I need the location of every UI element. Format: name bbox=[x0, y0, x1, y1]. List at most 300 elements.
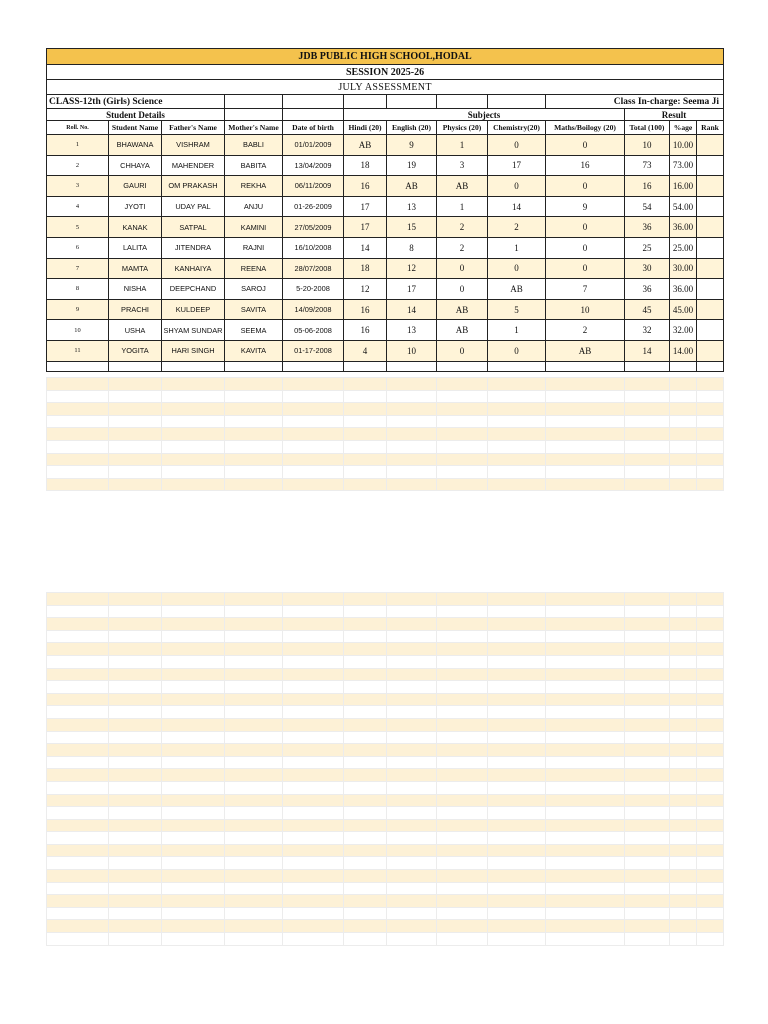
empty-cell[interactable] bbox=[697, 428, 724, 441]
empty-cell[interactable] bbox=[387, 478, 437, 491]
mother-name-cell[interactable]: KAMINI bbox=[225, 217, 283, 238]
empty-cell[interactable] bbox=[225, 895, 283, 908]
empty-cell[interactable] bbox=[546, 807, 625, 820]
empty-cell[interactable] bbox=[437, 440, 488, 453]
empty-cell[interactable] bbox=[625, 643, 670, 656]
empty-cell[interactable] bbox=[109, 781, 162, 794]
empty-cell[interactable] bbox=[437, 655, 488, 668]
maths-biology-marks-cell[interactable]: 7 bbox=[546, 279, 625, 300]
empty-cell[interactable] bbox=[225, 630, 283, 643]
empty-cell[interactable] bbox=[344, 794, 387, 807]
empty-cell[interactable] bbox=[387, 907, 437, 920]
empty-cell[interactable] bbox=[162, 832, 225, 845]
empty-cell[interactable] bbox=[546, 478, 625, 491]
empty-cell[interactable] bbox=[47, 807, 109, 820]
empty-cell[interactable] bbox=[387, 794, 437, 807]
empty-cell[interactable] bbox=[625, 844, 670, 857]
empty-cell[interactable] bbox=[109, 655, 162, 668]
subjects-header[interactable]: Subjects bbox=[344, 109, 625, 121]
empty-cell[interactable] bbox=[283, 933, 344, 946]
empty-cell[interactable] bbox=[344, 390, 387, 403]
empty-cell[interactable] bbox=[437, 693, 488, 706]
hindi-marks-cell[interactable]: 17 bbox=[344, 217, 387, 238]
empty-cell[interactable] bbox=[344, 807, 387, 820]
empty-cell[interactable] bbox=[162, 769, 225, 782]
empty-cell[interactable] bbox=[437, 744, 488, 757]
empty-cell[interactable] bbox=[47, 907, 109, 920]
date-of-birth-cell[interactable]: 28/07/2008 bbox=[283, 258, 344, 279]
student-name-cell[interactable]: GAURI bbox=[109, 176, 162, 197]
empty-cell[interactable] bbox=[670, 605, 697, 618]
empty-cell[interactable] bbox=[387, 403, 437, 416]
empty-cell[interactable] bbox=[625, 907, 670, 920]
empty-cell[interactable] bbox=[546, 361, 625, 371]
chemistry-marks-cell[interactable]: 2 bbox=[488, 217, 546, 238]
empty-cell[interactable] bbox=[109, 605, 162, 618]
empty-cell[interactable] bbox=[546, 630, 625, 643]
empty-cell[interactable] bbox=[488, 895, 546, 908]
empty-cell[interactable] bbox=[546, 593, 625, 606]
empty-cell[interactable] bbox=[109, 895, 162, 908]
empty-cell[interactable] bbox=[109, 453, 162, 466]
empty-cell[interactable] bbox=[488, 361, 546, 371]
english-marks-cell[interactable]: 12 bbox=[387, 258, 437, 279]
empty-cell[interactable] bbox=[488, 655, 546, 668]
empty-cell[interactable] bbox=[162, 415, 225, 428]
empty-cell[interactable] bbox=[225, 593, 283, 606]
mother-name-cell[interactable]: SAROJ bbox=[225, 279, 283, 300]
empty-cell[interactable] bbox=[162, 781, 225, 794]
empty-cell[interactable] bbox=[387, 882, 437, 895]
empty-cell[interactable] bbox=[546, 769, 625, 782]
roll-number-cell[interactable]: 10 bbox=[47, 320, 109, 341]
empty-cell[interactable] bbox=[697, 478, 724, 491]
empty-cell[interactable] bbox=[387, 361, 437, 371]
empty-cell[interactable] bbox=[162, 643, 225, 656]
empty-cell[interactable] bbox=[283, 870, 344, 883]
empty-cell[interactable] bbox=[225, 415, 283, 428]
empty-cell[interactable] bbox=[387, 769, 437, 782]
percentage-cell[interactable]: 73.00 bbox=[670, 155, 697, 176]
maths-biology-marks-cell[interactable]: 2 bbox=[546, 320, 625, 341]
empty-cell[interactable] bbox=[162, 807, 225, 820]
empty-cell[interactable] bbox=[387, 756, 437, 769]
empty-cell[interactable] bbox=[162, 895, 225, 908]
hindi-marks-cell[interactable]: 16 bbox=[344, 299, 387, 320]
empty-cell[interactable] bbox=[625, 466, 670, 479]
empty-cell[interactable] bbox=[697, 895, 724, 908]
empty-cell[interactable] bbox=[670, 920, 697, 933]
empty-cell[interactable] bbox=[670, 630, 697, 643]
empty-cell[interactable] bbox=[225, 706, 283, 719]
empty-cell[interactable] bbox=[670, 857, 697, 870]
empty-cell[interactable] bbox=[47, 794, 109, 807]
empty-cell[interactable] bbox=[488, 718, 546, 731]
date-of-birth-cell[interactable]: 01-26-2009 bbox=[283, 196, 344, 217]
mother-name-cell[interactable]: KAVITA bbox=[225, 340, 283, 361]
rank-cell[interactable] bbox=[697, 237, 724, 258]
empty-cell[interactable] bbox=[283, 605, 344, 618]
empty-cell[interactable] bbox=[437, 415, 488, 428]
empty-cell[interactable] bbox=[109, 920, 162, 933]
date-of-birth-cell[interactable]: 14/09/2008 bbox=[283, 299, 344, 320]
empty-cell[interactable] bbox=[697, 718, 724, 731]
empty-cell[interactable] bbox=[283, 731, 344, 744]
empty-cell[interactable] bbox=[387, 706, 437, 719]
empty-cell[interactable] bbox=[546, 920, 625, 933]
empty-cell[interactable] bbox=[162, 756, 225, 769]
empty-cell[interactable] bbox=[109, 378, 162, 391]
empty-cell[interactable] bbox=[697, 882, 724, 895]
empty-cell[interactable] bbox=[162, 706, 225, 719]
mother-name-cell[interactable]: REENA bbox=[225, 258, 283, 279]
percentage-cell[interactable]: 54.00 bbox=[670, 196, 697, 217]
empty-cell[interactable] bbox=[162, 933, 225, 946]
empty-cell[interactable] bbox=[109, 681, 162, 694]
empty-cell[interactable] bbox=[344, 466, 387, 479]
empty-cell[interactable] bbox=[697, 769, 724, 782]
empty-cell[interactable] bbox=[625, 857, 670, 870]
empty-cell[interactable] bbox=[488, 618, 546, 631]
empty-cell[interactable] bbox=[162, 681, 225, 694]
empty-cell[interactable] bbox=[344, 618, 387, 631]
empty-cell[interactable] bbox=[344, 756, 387, 769]
total-marks-cell[interactable]: 10 bbox=[625, 135, 670, 156]
empty-cell[interactable] bbox=[387, 832, 437, 845]
roll-number-cell[interactable]: 8 bbox=[47, 279, 109, 300]
percentage-cell[interactable]: 10.00 bbox=[670, 135, 697, 156]
empty-cell[interactable] bbox=[344, 882, 387, 895]
empty-cell[interactable] bbox=[283, 428, 344, 441]
empty-cell[interactable] bbox=[488, 756, 546, 769]
mother-name-cell[interactable]: REKHA bbox=[225, 176, 283, 197]
empty-cell[interactable] bbox=[488, 415, 546, 428]
empty-cell[interactable] bbox=[625, 378, 670, 391]
empty-cell[interactable] bbox=[697, 415, 724, 428]
empty-cell[interactable] bbox=[488, 870, 546, 883]
empty-cell[interactable] bbox=[162, 844, 225, 857]
empty-cell[interactable] bbox=[387, 933, 437, 946]
empty-cell[interactable] bbox=[47, 769, 109, 782]
empty-cell[interactable] bbox=[109, 844, 162, 857]
empty-cell[interactable] bbox=[109, 361, 162, 371]
result-header[interactable]: Result bbox=[625, 109, 724, 121]
empty-cell[interactable] bbox=[283, 440, 344, 453]
student-name-cell[interactable]: MAMTA bbox=[109, 258, 162, 279]
empty-cell[interactable] bbox=[387, 693, 437, 706]
empty-cell[interactable] bbox=[488, 819, 546, 832]
column-header[interactable]: Roll. No. bbox=[47, 121, 109, 135]
student-name-cell[interactable]: JYOTI bbox=[109, 196, 162, 217]
maths-biology-marks-cell[interactable]: 0 bbox=[546, 135, 625, 156]
empty-cell[interactable] bbox=[697, 466, 724, 479]
empty-cell[interactable] bbox=[225, 361, 283, 371]
empty-cell[interactable] bbox=[697, 681, 724, 694]
empty-cell[interactable] bbox=[546, 794, 625, 807]
empty-cell[interactable] bbox=[625, 681, 670, 694]
empty-cell[interactable] bbox=[670, 807, 697, 820]
empty-cell[interactable] bbox=[625, 668, 670, 681]
empty-cell[interactable] bbox=[283, 95, 344, 109]
empty-cell[interactable] bbox=[546, 756, 625, 769]
percentage-cell[interactable]: 25.00 bbox=[670, 237, 697, 258]
empty-cell[interactable] bbox=[437, 882, 488, 895]
empty-cell[interactable] bbox=[283, 378, 344, 391]
empty-cell[interactable] bbox=[625, 593, 670, 606]
column-header[interactable]: Hindi (20) bbox=[344, 121, 387, 135]
empty-cell[interactable] bbox=[546, 390, 625, 403]
empty-cell[interactable] bbox=[697, 781, 724, 794]
empty-cell[interactable] bbox=[625, 870, 670, 883]
empty-cell[interactable] bbox=[625, 478, 670, 491]
english-marks-cell[interactable]: 19 bbox=[387, 155, 437, 176]
father-name-cell[interactable]: UDAY PAL bbox=[162, 196, 225, 217]
empty-cell[interactable] bbox=[546, 781, 625, 794]
empty-cell[interactable] bbox=[225, 403, 283, 416]
empty-cell[interactable] bbox=[387, 857, 437, 870]
empty-cell[interactable] bbox=[488, 478, 546, 491]
empty-cell[interactable] bbox=[47, 643, 109, 656]
empty-cell[interactable] bbox=[344, 832, 387, 845]
empty-cell[interactable] bbox=[488, 907, 546, 920]
empty-cell[interactable] bbox=[162, 390, 225, 403]
empty-cell[interactable] bbox=[225, 453, 283, 466]
empty-cell[interactable] bbox=[344, 453, 387, 466]
empty-cell[interactable] bbox=[109, 819, 162, 832]
empty-cell[interactable] bbox=[546, 933, 625, 946]
empty-cell[interactable] bbox=[109, 731, 162, 744]
hindi-marks-cell[interactable]: 17 bbox=[344, 196, 387, 217]
empty-cell[interactable] bbox=[283, 718, 344, 731]
student-details-header[interactable]: Student Details bbox=[47, 109, 225, 121]
chemistry-marks-cell[interactable]: 1 bbox=[488, 320, 546, 341]
empty-cell[interactable] bbox=[47, 453, 109, 466]
empty-cell[interactable] bbox=[47, 378, 109, 391]
empty-cell[interactable] bbox=[387, 593, 437, 606]
empty-cell[interactable] bbox=[162, 882, 225, 895]
father-name-cell[interactable]: OM PRAKASH bbox=[162, 176, 225, 197]
empty-cell[interactable] bbox=[546, 857, 625, 870]
empty-cell[interactable] bbox=[488, 706, 546, 719]
empty-cell[interactable] bbox=[437, 832, 488, 845]
empty-cell[interactable] bbox=[283, 453, 344, 466]
empty-cell[interactable] bbox=[625, 390, 670, 403]
physics-marks-cell[interactable]: 2 bbox=[437, 237, 488, 258]
percentage-cell[interactable]: 14.00 bbox=[670, 340, 697, 361]
roll-number-cell[interactable]: 7 bbox=[47, 258, 109, 279]
empty-cell[interactable] bbox=[437, 453, 488, 466]
empty-cell[interactable] bbox=[697, 390, 724, 403]
empty-cell[interactable] bbox=[697, 453, 724, 466]
empty-cell[interactable] bbox=[344, 769, 387, 782]
column-header[interactable]: English (20) bbox=[387, 121, 437, 135]
date-of-birth-cell[interactable]: 06/11/2009 bbox=[283, 176, 344, 197]
empty-cell[interactable] bbox=[283, 681, 344, 694]
empty-cell[interactable] bbox=[387, 731, 437, 744]
hindi-marks-cell[interactable]: 16 bbox=[344, 320, 387, 341]
empty-cell[interactable] bbox=[670, 756, 697, 769]
empty-cell[interactable] bbox=[283, 361, 344, 371]
empty-cell[interactable] bbox=[625, 819, 670, 832]
mother-name-cell[interactable]: BABITA bbox=[225, 155, 283, 176]
empty-cell[interactable] bbox=[670, 593, 697, 606]
empty-cell[interactable] bbox=[546, 895, 625, 908]
empty-cell[interactable] bbox=[387, 819, 437, 832]
empty-cell[interactable] bbox=[670, 618, 697, 631]
empty-cell[interactable] bbox=[109, 794, 162, 807]
empty-cell[interactable] bbox=[162, 593, 225, 606]
empty-cell[interactable] bbox=[670, 844, 697, 857]
empty-cell[interactable] bbox=[546, 681, 625, 694]
empty-cell[interactable] bbox=[283, 478, 344, 491]
empty-cell[interactable] bbox=[625, 882, 670, 895]
maths-biology-marks-cell[interactable]: 0 bbox=[546, 258, 625, 279]
empty-cell[interactable] bbox=[225, 605, 283, 618]
empty-cell[interactable] bbox=[697, 668, 724, 681]
empty-cell[interactable] bbox=[47, 706, 109, 719]
empty-cell[interactable] bbox=[344, 857, 387, 870]
father-name-cell[interactable]: DEEPCHAND bbox=[162, 279, 225, 300]
percentage-cell[interactable]: 32.00 bbox=[670, 320, 697, 341]
column-header[interactable]: Total (100) bbox=[625, 121, 670, 135]
empty-cell[interactable] bbox=[546, 453, 625, 466]
english-marks-cell[interactable]: AB bbox=[387, 176, 437, 197]
empty-cell[interactable] bbox=[387, 807, 437, 820]
empty-cell[interactable] bbox=[162, 655, 225, 668]
physics-marks-cell[interactable]: 1 bbox=[437, 135, 488, 156]
empty-cell[interactable] bbox=[387, 378, 437, 391]
empty-cell[interactable] bbox=[437, 769, 488, 782]
empty-cell[interactable] bbox=[488, 681, 546, 694]
rank-cell[interactable] bbox=[697, 320, 724, 341]
empty-cell[interactable] bbox=[162, 630, 225, 643]
empty-cell[interactable] bbox=[488, 643, 546, 656]
empty-cell[interactable] bbox=[225, 681, 283, 694]
empty-cell[interactable] bbox=[670, 744, 697, 757]
empty-cell[interactable] bbox=[283, 844, 344, 857]
empty-cell[interactable] bbox=[387, 453, 437, 466]
empty-cell[interactable] bbox=[283, 744, 344, 757]
empty-cell[interactable] bbox=[670, 668, 697, 681]
empty-cell[interactable] bbox=[283, 618, 344, 631]
student-name-cell[interactable]: KANAK bbox=[109, 217, 162, 238]
empty-cell[interactable] bbox=[225, 466, 283, 479]
empty-cell[interactable] bbox=[670, 478, 697, 491]
empty-cell[interactable] bbox=[437, 428, 488, 441]
roll-number-cell[interactable]: 6 bbox=[47, 237, 109, 258]
empty-cell[interactable] bbox=[697, 744, 724, 757]
roll-number-cell[interactable]: 9 bbox=[47, 299, 109, 320]
empty-cell[interactable] bbox=[670, 378, 697, 391]
empty-cell[interactable] bbox=[344, 478, 387, 491]
empty-cell[interactable] bbox=[225, 668, 283, 681]
empty-cell[interactable] bbox=[162, 605, 225, 618]
empty-cell[interactable] bbox=[697, 857, 724, 870]
chemistry-marks-cell[interactable]: 0 bbox=[488, 176, 546, 197]
physics-marks-cell[interactable]: 2 bbox=[437, 217, 488, 238]
empty-cell[interactable] bbox=[283, 109, 344, 121]
empty-cell[interactable] bbox=[47, 466, 109, 479]
mother-name-cell[interactable]: BABLI bbox=[225, 135, 283, 156]
empty-cell[interactable] bbox=[488, 832, 546, 845]
student-name-cell[interactable]: BHAWANA bbox=[109, 135, 162, 156]
empty-cell[interactable] bbox=[488, 744, 546, 757]
mother-name-cell[interactable]: RAJNI bbox=[225, 237, 283, 258]
hindi-marks-cell[interactable]: 12 bbox=[344, 279, 387, 300]
session-label[interactable]: SESSION 2025-26 bbox=[47, 65, 724, 80]
empty-cell[interactable] bbox=[546, 819, 625, 832]
empty-cell[interactable] bbox=[437, 593, 488, 606]
empty-cell[interactable] bbox=[488, 731, 546, 744]
empty-cell[interactable] bbox=[109, 706, 162, 719]
student-name-cell[interactable]: LALITA bbox=[109, 237, 162, 258]
empty-cell[interactable] bbox=[697, 844, 724, 857]
mother-name-cell[interactable]: ANJU bbox=[225, 196, 283, 217]
empty-cell[interactable] bbox=[387, 440, 437, 453]
empty-cell[interactable] bbox=[283, 706, 344, 719]
physics-marks-cell[interactable]: AB bbox=[437, 176, 488, 197]
empty-cell[interactable] bbox=[47, 857, 109, 870]
empty-cell[interactable] bbox=[437, 378, 488, 391]
empty-cell[interactable] bbox=[162, 378, 225, 391]
empty-cell[interactable] bbox=[488, 807, 546, 820]
empty-cell[interactable] bbox=[387, 95, 437, 109]
empty-cell[interactable] bbox=[109, 643, 162, 656]
father-name-cell[interactable]: JITENDRA bbox=[162, 237, 225, 258]
empty-cell[interactable] bbox=[437, 390, 488, 403]
physics-marks-cell[interactable]: AB bbox=[437, 299, 488, 320]
empty-cell[interactable] bbox=[225, 378, 283, 391]
empty-cell[interactable] bbox=[225, 744, 283, 757]
empty-cell[interactable] bbox=[697, 693, 724, 706]
empty-cell[interactable] bbox=[162, 440, 225, 453]
roll-number-cell[interactable]: 2 bbox=[47, 155, 109, 176]
empty-cell[interactable] bbox=[225, 870, 283, 883]
empty-cell[interactable] bbox=[670, 428, 697, 441]
empty-cell[interactable] bbox=[47, 844, 109, 857]
empty-cell[interactable] bbox=[47, 731, 109, 744]
rank-cell[interactable] bbox=[697, 279, 724, 300]
roll-number-cell[interactable]: 4 bbox=[47, 196, 109, 217]
empty-cell[interactable] bbox=[344, 870, 387, 883]
empty-cell[interactable] bbox=[437, 857, 488, 870]
empty-cell[interactable] bbox=[225, 731, 283, 744]
empty-cell[interactable] bbox=[47, 933, 109, 946]
empty-cell[interactable] bbox=[283, 415, 344, 428]
empty-cell[interactable] bbox=[225, 781, 283, 794]
english-marks-cell[interactable]: 17 bbox=[387, 279, 437, 300]
maths-biology-marks-cell[interactable]: 0 bbox=[546, 237, 625, 258]
empty-cell[interactable] bbox=[109, 693, 162, 706]
empty-cell[interactable] bbox=[488, 95, 546, 109]
chemistry-marks-cell[interactable]: 0 bbox=[488, 340, 546, 361]
empty-cell[interactable] bbox=[109, 466, 162, 479]
empty-cell[interactable] bbox=[625, 731, 670, 744]
empty-cell[interactable] bbox=[625, 361, 670, 371]
rank-cell[interactable] bbox=[697, 196, 724, 217]
father-name-cell[interactable]: SHYAM SUNDAR bbox=[162, 320, 225, 341]
empty-cell[interactable] bbox=[387, 605, 437, 618]
empty-cell[interactable] bbox=[162, 794, 225, 807]
empty-cell[interactable] bbox=[387, 781, 437, 794]
empty-cell[interactable] bbox=[225, 807, 283, 820]
empty-cell[interactable] bbox=[162, 618, 225, 631]
column-header[interactable]: Father's Name bbox=[162, 121, 225, 135]
father-name-cell[interactable]: KULDEEP bbox=[162, 299, 225, 320]
empty-cell[interactable] bbox=[437, 361, 488, 371]
total-marks-cell[interactable]: 32 bbox=[625, 320, 670, 341]
empty-cell[interactable] bbox=[437, 478, 488, 491]
